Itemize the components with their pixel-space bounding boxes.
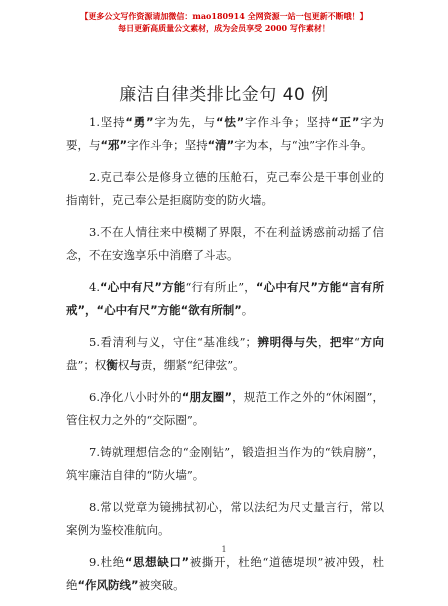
text-run: 。	[241, 303, 254, 317]
text-run: 字为本，与“浊”字作斗争。	[234, 138, 373, 152]
text-run: 9.杜绝	[89, 555, 125, 569]
promo-banner	[0, 10, 448, 34]
bold-phrase: “心中有尺”方能	[99, 280, 186, 294]
text-run: 字为先，与	[153, 115, 216, 129]
text-run: 被撕开，杜绝“道德堤坝”被冲毁，杜绝	[66, 555, 384, 592]
bold-phrase: 把牢	[329, 335, 355, 349]
text-run: 字作斗争；坚持	[244, 115, 332, 129]
bold-phrase: “勇”	[125, 115, 154, 129]
text-run: ，规范工作之外的“休闲圈”，管住权力之外的“交际圈”。	[66, 390, 384, 427]
text-run: ，	[317, 335, 330, 349]
list-item	[66, 276, 384, 322]
text-run: 5.看清利与义，守住“基准线”；	[89, 335, 257, 349]
list-item	[66, 551, 384, 597]
bold-phrase: “心中有尺”方能“言有所戒”，“心中有尺”方能“欲有所制”	[66, 280, 384, 317]
bold-phrase: 辨明得与失	[256, 335, 318, 349]
document-title: 廉洁自律类排比金句 40 例	[119, 85, 329, 105]
text-run: “	[354, 335, 360, 349]
page-number: 1	[221, 545, 227, 554]
text-run: 2.克己奉公是修身立德的压舱石，克己奉公是干事创业的指南针，克己奉公是拒腐防变的防火墙。	[66, 170, 384, 207]
promo-line-1: 【更多公文写作资源请加微信：mao180914 全网资源一站一包更新不断哦！】	[80, 11, 368, 21]
bold-phrase: “清”	[207, 138, 235, 152]
bold-phrase: 与	[129, 358, 141, 372]
text-run: 被突破。	[138, 578, 185, 592]
text-run: 8.常以党章为镜拂拭初心，常以法纪为尺丈量言行，常以案例为鉴校准航向。	[66, 500, 384, 537]
list-item	[66, 386, 384, 432]
text-run: 字为要，与	[66, 115, 385, 152]
list-item	[66, 331, 384, 377]
bold-phrase: “怯”	[215, 115, 245, 129]
bold-phrase: 方向	[359, 335, 385, 349]
list-item	[66, 111, 384, 157]
text-run: 字作斗争；坚持	[127, 138, 208, 152]
list-item	[66, 496, 384, 542]
text-run: “行有所止”，	[185, 280, 256, 294]
list-item	[66, 166, 384, 212]
text-run: 1.坚持	[89, 115, 126, 129]
bold-phrase: “思想缺口”	[124, 555, 190, 569]
bold-phrase: “邪”	[100, 138, 128, 152]
text-run: 6.净化八小时外的	[89, 390, 182, 404]
bold-phrase: “正”	[331, 115, 360, 129]
list-item	[66, 441, 384, 487]
promo-line-2: 每日更新高质量公文素材，成为会员享受 2000 写作素材！	[118, 23, 330, 33]
bold-phrase: “作风防线”	[77, 578, 139, 592]
item-list	[66, 111, 384, 606]
bold-phrase: 衡	[106, 358, 118, 372]
text-run: 责，绷紧“纪律弦”。	[140, 358, 245, 372]
text-run: 盘”；权	[66, 358, 107, 372]
list-item	[66, 221, 384, 267]
bold-phrase: “朋友圈”	[181, 390, 233, 404]
text-run: 权	[117, 358, 130, 372]
text-run: 4.	[89, 280, 100, 294]
text-run: 3.不在人情往来中模糊了界限，不在利益诱惑前动摇了信念，不在安逸享乐中消磨了斗志。	[66, 225, 384, 262]
text-run: 7.铸就理想信念的“金刚钻”，锻造担当作为的“铁肩膀”，筑牢廉洁自律的“防火墙”。	[66, 445, 384, 482]
